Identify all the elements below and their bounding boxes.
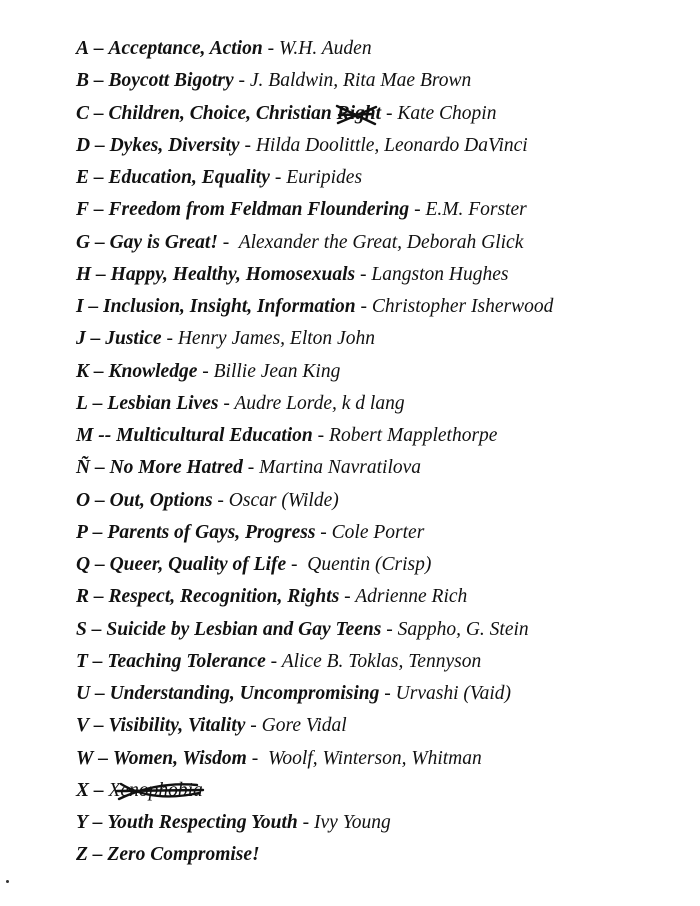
entry-r	[76, 582, 686, 614]
entry-names: Alexander the Great, Deborah Glick	[238, 231, 524, 253]
entry-dash: –	[94, 489, 105, 511]
crossed-out-text: Right	[336, 102, 382, 124]
entry-names: Kate Chopin	[397, 102, 497, 124]
entry-names: Euripides	[286, 167, 363, 188]
entry-letter: Z	[76, 844, 88, 866]
crossed-out-word	[109, 776, 203, 806]
entry-k	[76, 357, 686, 389]
entry-letter: J	[76, 328, 86, 350]
entry-names: Cole Porter	[331, 521, 425, 543]
entry-separator: -	[250, 715, 257, 737]
entry-names: Oscar (Wilde)	[228, 489, 339, 511]
entry-q	[76, 550, 686, 582]
entry-words: Children, Choice, Christian	[108, 102, 332, 124]
entry-names: Urvashi (Vaid)	[395, 683, 512, 704]
entry-separator: -	[386, 618, 393, 640]
entry-separator: -	[247, 457, 255, 479]
entry-words: Acceptance, Action	[108, 38, 263, 59]
entry-names: Adrienne Rich	[355, 586, 468, 608]
entry-separator: -	[320, 521, 327, 543]
entry-names: J. Baldwin, Rita Mae Brown	[249, 70, 472, 92]
entry-dash: –	[93, 167, 104, 188]
entry-separator: -	[202, 360, 209, 382]
entry-x	[76, 776, 686, 808]
entry-letter: O	[76, 489, 91, 511]
entry-dash: –	[93, 199, 104, 221]
entry-dash: –	[93, 779, 104, 801]
entry-letter: D	[76, 134, 91, 156]
entry-separator: -	[222, 231, 230, 253]
entry-n	[76, 453, 686, 485]
entry-separator: -	[244, 134, 251, 156]
entry-separator: -	[385, 102, 393, 124]
entry-separator: -	[166, 328, 173, 350]
entry-v	[76, 711, 686, 743]
entry-dash: –	[93, 102, 104, 124]
entry-names: Ivy Young	[314, 812, 391, 833]
entry-letter: V	[76, 715, 90, 737]
entry-words: Education, Equality	[108, 167, 270, 188]
entry-names: Alice B. Toklas, Tennyson	[281, 650, 482, 672]
entry-dash: –	[92, 392, 103, 414]
entry-letter: Y	[76, 812, 88, 833]
entry-words: Justice	[105, 328, 162, 350]
entry-dash: –	[93, 360, 104, 382]
entry-dash: –	[93, 38, 104, 59]
entry-letter: U	[76, 683, 91, 704]
entry-dash: --	[98, 425, 112, 446]
entry-letter: F	[76, 199, 90, 221]
entry-words: Parents of Gays, Progress	[107, 521, 316, 543]
entry-h	[76, 260, 686, 292]
entry-letter: M	[76, 425, 94, 446]
entry-dash: –	[88, 296, 99, 317]
entry-names: Christopher Isherwood	[371, 296, 554, 317]
entry-words: Teaching Tolerance	[107, 650, 266, 672]
entry-dash: –	[94, 683, 105, 704]
entry-words: Visibility, Vitality	[108, 715, 246, 737]
entry-names: Henry James, Elton John	[177, 328, 375, 350]
entry-words: Understanding, Uncompromising	[109, 683, 380, 704]
entry-letter: C	[76, 102, 90, 124]
entry-e	[76, 163, 686, 195]
entry-letter: Q	[76, 554, 91, 575]
entry-names: Billie Jean King	[213, 360, 341, 382]
entry-words: Knowledge	[108, 360, 198, 382]
entry-names: Quentin (Crisp)	[307, 554, 432, 575]
entry-t	[76, 647, 686, 679]
entry-words: Respect, Recognition, Rights	[108, 586, 340, 608]
entry-names: Robert Mapplethorpe	[329, 425, 498, 446]
crossed-out-text: Xenophobia	[108, 779, 203, 801]
entry-words: Gay is Great!	[109, 231, 218, 253]
entry-words: Multicultural Education	[116, 425, 313, 446]
entry-z	[76, 840, 686, 872]
entry-separator: -	[302, 812, 310, 833]
entry-o	[76, 486, 686, 518]
entry-names: Hilda Doolittle, Leonardo DaVinci	[255, 134, 528, 156]
entry-g	[76, 228, 686, 260]
entry-p	[76, 518, 686, 550]
entry-separator: -	[360, 263, 367, 285]
entry-y	[76, 808, 686, 840]
entry-names: E.M. Forster	[425, 199, 527, 221]
entry-letter: R	[76, 586, 90, 608]
entry-letter: E	[76, 167, 90, 188]
entry-names: Audre Lorde, k d lang	[234, 392, 405, 414]
entry-dash: –	[98, 747, 108, 769]
entry-words: Happy, Healthy, Homosexuals	[110, 263, 356, 285]
entry-names: Martina Navratilova	[259, 457, 422, 479]
entry-names: Sappho, G. Stein	[397, 618, 529, 640]
entry-dash: –	[93, 715, 104, 737]
entry-b	[76, 66, 686, 98]
alphabet-list	[76, 34, 686, 873]
entry-w	[76, 744, 686, 776]
entry-c	[76, 99, 686, 131]
entry-letter: I	[76, 296, 84, 317]
entry-separator: -	[217, 489, 224, 511]
entry-words: Inclusion, Insight, Information	[103, 296, 356, 317]
entry-words: Freedom from Feldman Floundering	[108, 199, 410, 221]
entry-words: Youth Respecting Youth	[107, 812, 298, 833]
entry-words: Suicide by Lesbian and Gay Teens	[106, 618, 382, 640]
entry-names: Woolf, Winterson, Whitman	[267, 747, 482, 769]
entry-names: Langston Hughes	[371, 263, 509, 285]
margin-speck	[6, 880, 9, 883]
entry-letter: X	[76, 779, 90, 801]
entry-letter: H	[76, 263, 92, 285]
entry-separator: -	[238, 70, 246, 92]
entry-words: Women, Wisdom	[112, 747, 247, 769]
entry-separator: -	[384, 683, 391, 704]
entry-dash: –	[94, 134, 105, 156]
entry-words: No More Hatred	[109, 457, 243, 479]
entry-separator: -	[251, 747, 259, 769]
entry-letter: K	[76, 360, 90, 382]
entry-letter: W	[76, 747, 94, 769]
entry-dash: –	[94, 231, 105, 253]
entry-letter: S	[76, 618, 87, 640]
entry-dash: –	[90, 328, 101, 350]
entry-a	[76, 34, 686, 66]
entry-dash: –	[93, 586, 104, 608]
entry-i	[76, 292, 686, 324]
entry-separator: -	[270, 650, 278, 672]
entry-u	[76, 679, 686, 711]
entry-separator: -	[344, 586, 351, 608]
entry-separator: -	[274, 167, 282, 188]
entry-letter: Ñ	[76, 457, 91, 479]
entry-dash: –	[91, 618, 102, 640]
entry-d	[76, 131, 686, 163]
crossed-out-word	[337, 99, 381, 129]
entry-words: Queer, Quality of Life	[109, 554, 287, 575]
entry-f	[76, 195, 686, 227]
entry-separator: -	[414, 199, 421, 221]
entry-dash: –	[92, 844, 103, 866]
entry-j	[76, 324, 686, 356]
entry-dash: –	[96, 263, 106, 285]
entry-dash: –	[93, 70, 104, 92]
entry-dash: –	[92, 521, 103, 543]
entry-words: Zero Compromise!	[107, 844, 260, 866]
entry-separator: -	[267, 38, 275, 59]
entry-m	[76, 421, 686, 453]
entry-letter: A	[76, 38, 90, 59]
entry-names: Gore Vidal	[261, 715, 347, 737]
entry-separator: -	[360, 296, 367, 317]
entry-letter: B	[76, 70, 90, 92]
entry-dash: –	[92, 650, 103, 672]
entry-words: Dykes, Diversity	[109, 134, 240, 156]
entry-l	[76, 389, 686, 421]
entry-names: W.H. Auden	[278, 38, 372, 59]
entry-dash: –	[94, 457, 105, 479]
entry-separator: -	[317, 425, 325, 446]
entry-letter: G	[76, 231, 91, 253]
entry-separator: -	[223, 392, 230, 414]
entry-separator: -	[291, 554, 298, 575]
entry-letter: P	[76, 521, 88, 543]
entry-s	[76, 615, 686, 647]
entry-words: Out, Options	[109, 489, 213, 511]
entry-dash: –	[92, 812, 103, 833]
entry-words: Boycott Bigotry	[108, 70, 234, 92]
entry-words: Lesbian Lives	[107, 392, 219, 414]
entry-letter: L	[76, 392, 88, 414]
entry-dash: –	[94, 554, 105, 575]
entry-letter: T	[76, 650, 88, 672]
